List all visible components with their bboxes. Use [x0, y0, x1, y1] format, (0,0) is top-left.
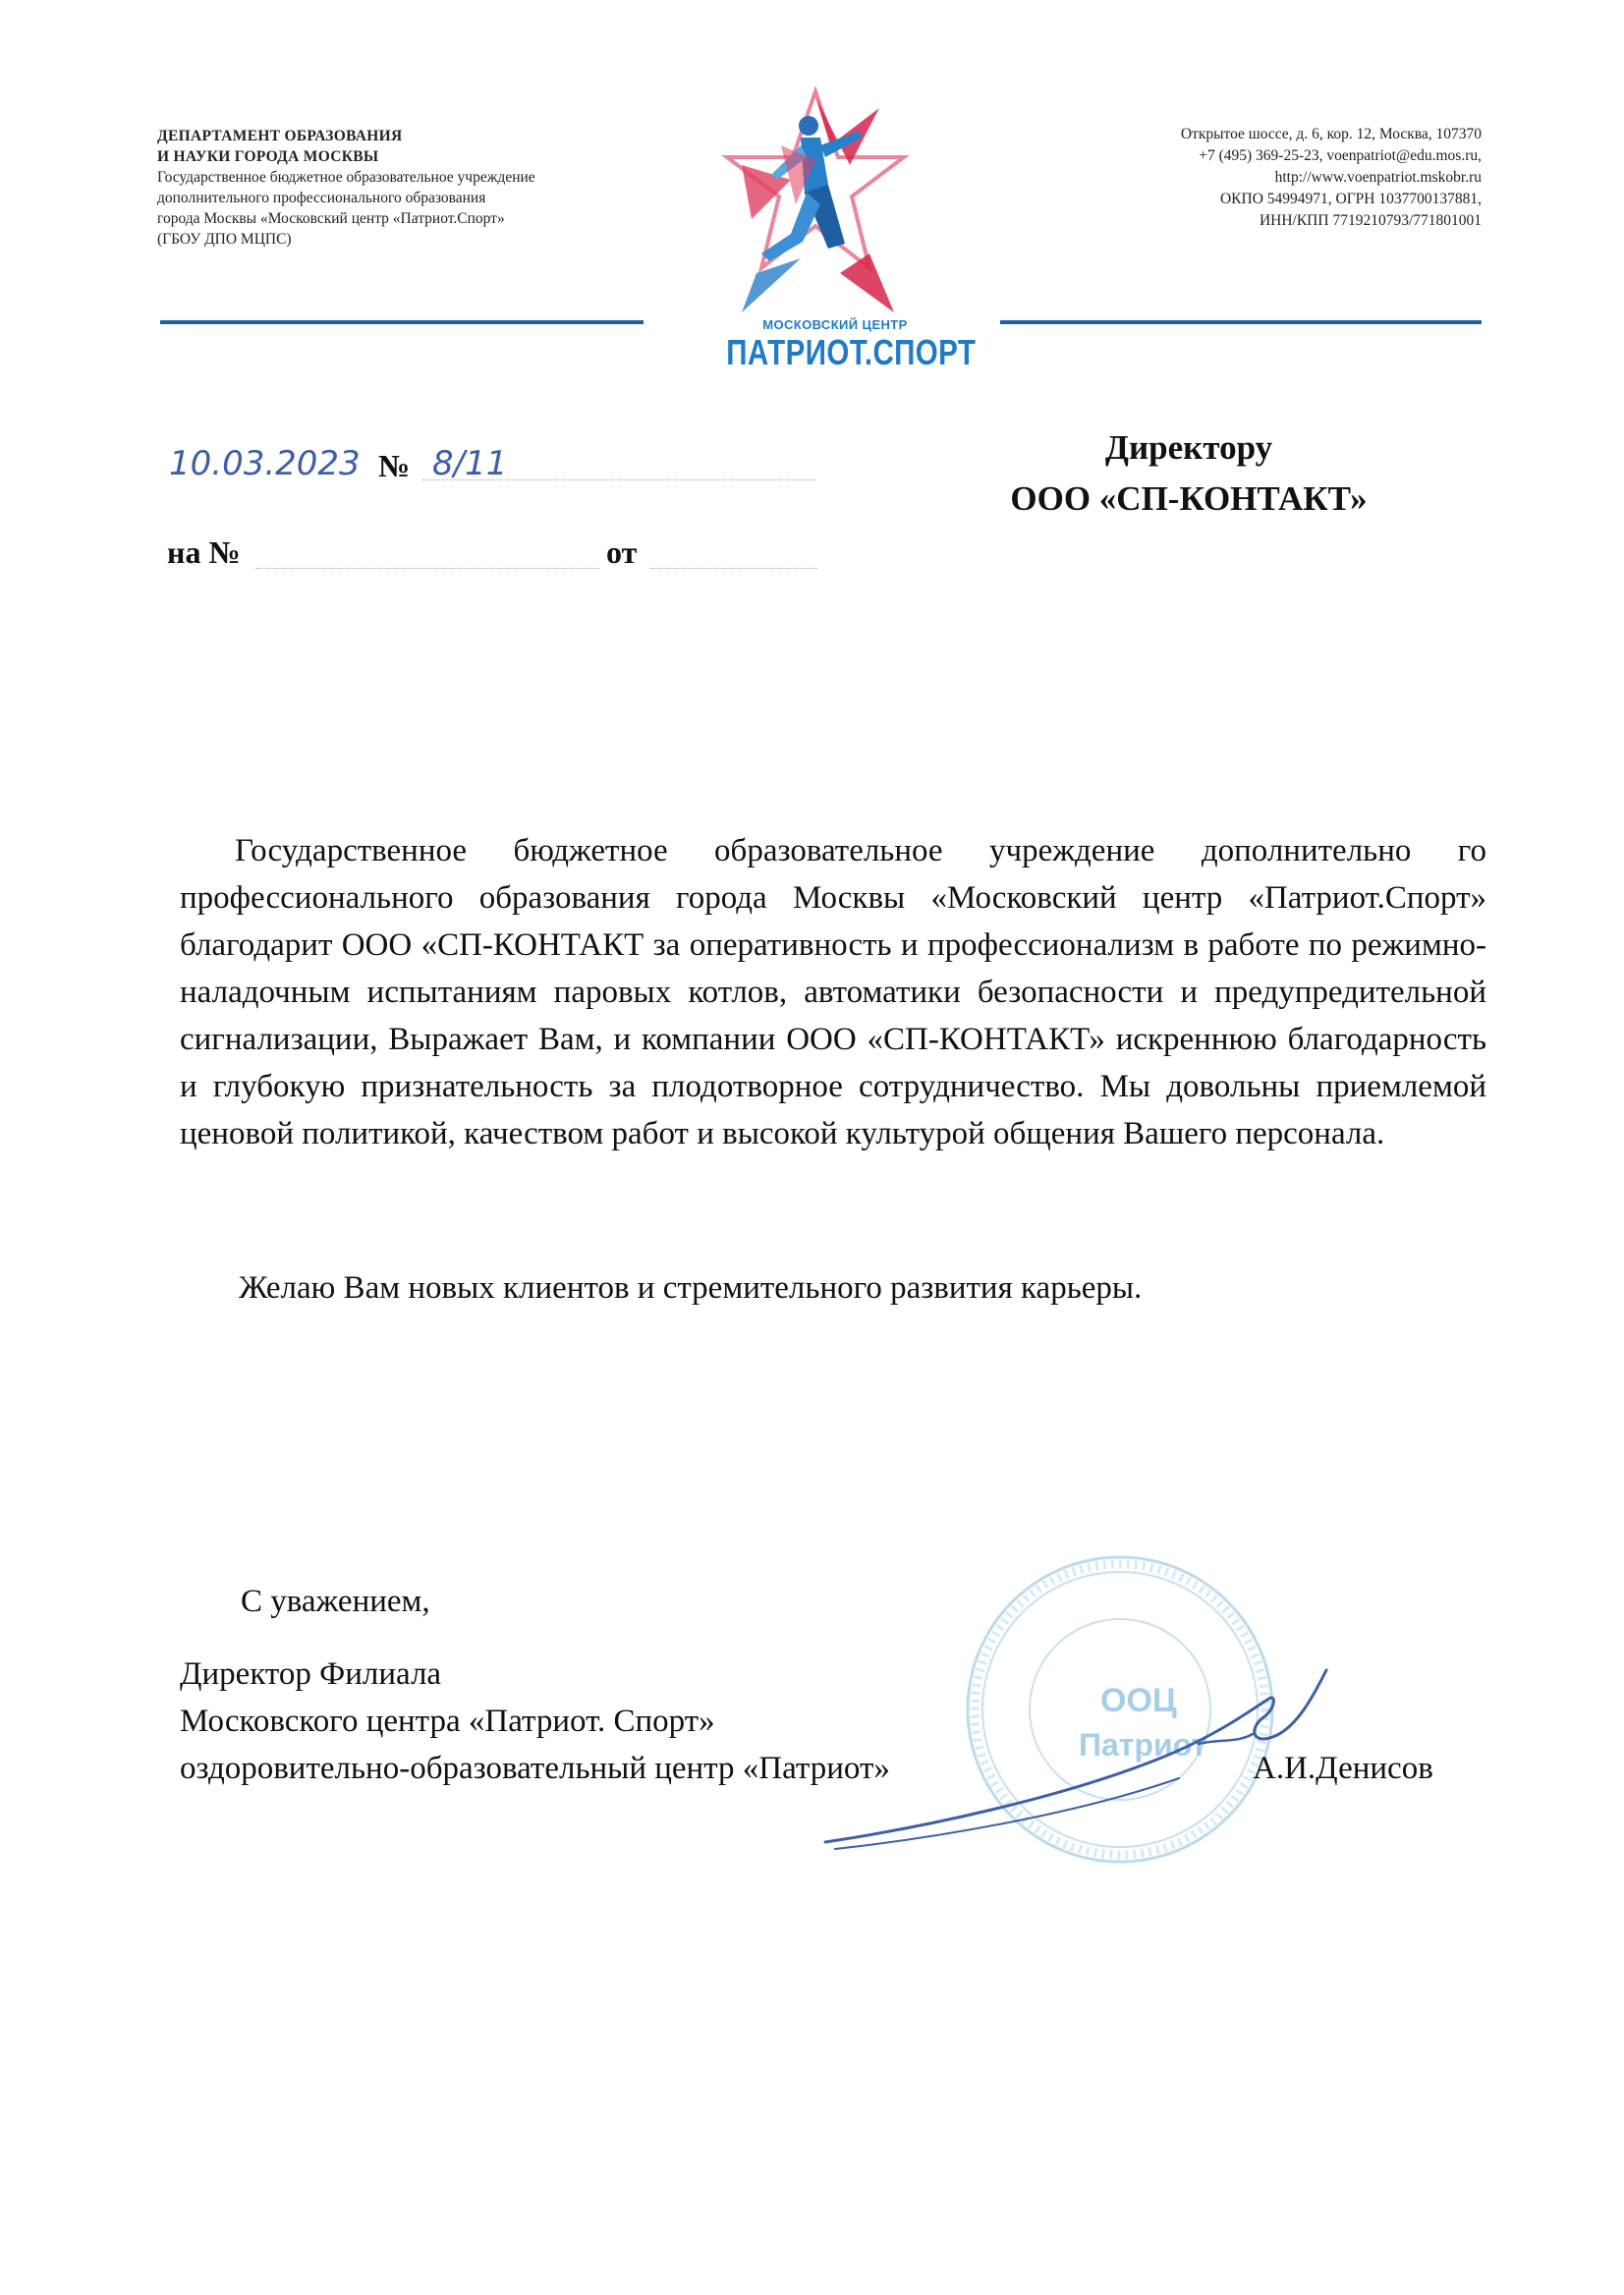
- org-inn-kpp: ИНН/КПП 7719210793/771801001: [1259, 212, 1482, 229]
- closing-regards: С уважением,: [241, 1584, 430, 1619]
- reply-to-label: на №: [167, 534, 241, 570]
- addressee-line2: ООО «СП-КОНТАКТ»: [1010, 479, 1368, 518]
- signatory-title-line3: оздоровительно-образовательный центр «Патриот»: [180, 1751, 890, 1786]
- department-line1: ДЕПАРТАМЕНТ ОБРАЗОВАНИЯ: [157, 128, 403, 144]
- body-paragraph-2: Желаю Вам новых клиентов и стремительного развития карьеры.: [239, 1270, 1143, 1306]
- institution-line4: (ГБОУ ДПО МЦПС): [157, 231, 292, 248]
- header-rule-right: [1000, 320, 1482, 324]
- number-dotted-line: [422, 479, 815, 480]
- header-left-block: [157, 126, 707, 250]
- addressee-block: [914, 422, 1464, 525]
- number-label: №: [378, 448, 411, 483]
- from-label: от: [606, 534, 638, 570]
- logo-caption-small: МОСКОВСКИЙ ЦЕНТР: [762, 317, 908, 332]
- from-dotted-line: [650, 568, 817, 569]
- org-okpo-ogrn: ОКПО 54994971, ОГРН 1037700137881,: [1219, 191, 1482, 207]
- org-address: Открытое шоссе, д. 6, кор. 12, Москва, 107370: [1180, 126, 1482, 142]
- reply-to-dotted-line: [255, 568, 599, 569]
- stamp-text-line2: Патриот: [1079, 1727, 1207, 1763]
- handwritten-signature: [806, 1641, 1356, 1867]
- org-website: http://www.voenpatriot.mskobr.ru: [1274, 169, 1482, 186]
- header-rule-left: [160, 320, 644, 324]
- addressee-line1: Директору: [1104, 428, 1273, 467]
- org-phone-email: +7 (495) 369-25-23, voenpatriot@edu.mos.ru,: [1199, 147, 1482, 164]
- handwritten-number: 8/11: [432, 444, 508, 483]
- department-line2: И НАУКИ ГОРОДА МОСКВЫ: [157, 148, 379, 165]
- logo-caption-big: ПАТРИОТ.СПОРТ: [726, 332, 977, 372]
- body-paragraph-1: Государственное бюджетное образовательное учреждение дополнительно го профессионального образования города Москвы «Московский центр «Патриот.Спорт» благодарит ООО «СП-КОНТАКТ за оперативность и профессионализм в работе по режимно-наладочным испытаниям паровых котлов, автоматики безопасности и предупредительной сигнализации, Выражает Вам, и компании ООО «СП-КОНТАКТ» искреннюю благодарность и глубокую признательность за плодотворное сотрудничество. Мы довольны приемлемой ценовой политикой, качеством работ и высокой культурой общения Вашего персонала.: [180, 833, 1486, 1151]
- signatory-title-line2: Московского центра «Патриот. Спорт»: [180, 1704, 715, 1739]
- header-right-block: [982, 124, 1482, 232]
- institution-line1: Государственное бюджетное образовательное учреждение: [157, 169, 535, 186]
- patriot-sport-logo: [722, 86, 909, 317]
- stamp-text-line1: ООЦ: [1100, 1682, 1177, 1719]
- signatory-title-line1: Директор Филиала: [180, 1656, 442, 1692]
- signatory-name: А.И.Денисов: [1253, 1751, 1433, 1786]
- institution-line2: дополнительного профессионального образования: [157, 190, 486, 206]
- institution-line3: города Москвы «Московский центр «Патриот.Спорт»: [157, 210, 505, 227]
- handwritten-date: 10.03.2023: [169, 444, 361, 483]
